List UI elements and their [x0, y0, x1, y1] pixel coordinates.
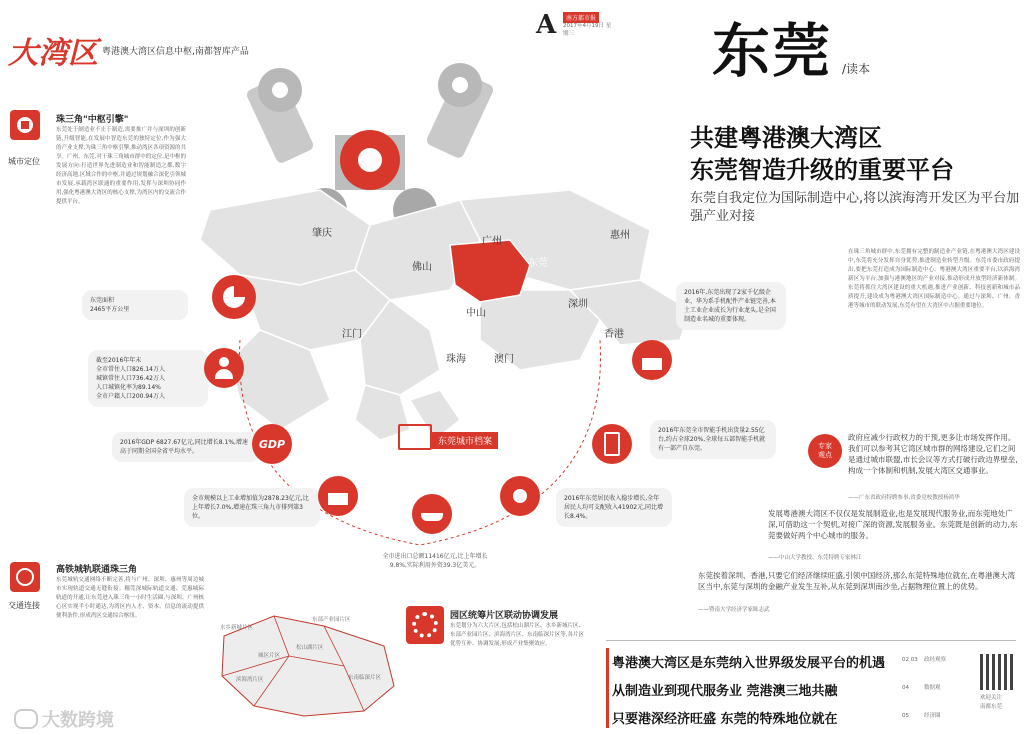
qr-caption-2: 南都东莞: [980, 704, 1003, 710]
archive-folder-icon: [398, 424, 432, 450]
city-position-body: 东莞处于制造业不止于制造,需要推广并与深圳的创新链,升级智能,在发展中智造东莞的独特定位,作为强大的产业支撑,为珠三角中枢引擎,推动湾区各项资源的共享。广州、东莞,对于珠三角城市群中的定位,是中枢的发展方向:打造世界先进制造业和智能制造之都,数字经济高地,区域合作的中枢,并通过规划融合深化引领城市发展,承载湾区联通的重要作用,发挥与深圳协同作用,强化粤港澳大湾区的核心支撑,为湾区内的交流合作提供平台。: [56, 127, 186, 205]
expert-quote-1-source: ——广东省政府特聘参事,省委党校教授杨鸿华: [848, 495, 960, 501]
expert-badge: [808, 434, 842, 468]
transport-badge: 交通连接: [8, 601, 40, 610]
paper-sub: 南方都市报: [563, 12, 599, 23]
index-item-3-section: 经济圈: [924, 713, 941, 719]
rail-icon: [10, 562, 40, 592]
dongguan-highlight: [450, 240, 530, 302]
district-map: [214, 596, 400, 720]
watermark-text: 大数跨境: [42, 710, 114, 731]
headline-1: 共建粤港澳大湾区: [690, 124, 882, 152]
paper-mark-letter: A: [536, 10, 557, 40]
district-label-3: 东南临深片区: [348, 675, 382, 681]
index-item-1-section: 政经观察: [924, 657, 947, 663]
ship-icon: [412, 494, 452, 534]
map-label-zhaoqing: 肇庆: [312, 228, 332, 239]
transport-body: 东莞城轨交通网络不断完善,将与广州、深圳、惠州等周边城市实现轨道交通无缝衔接。穗莞深城际轨道交通、莞惠城际轨道的开通,让东莞进入珠三角一小时生活圈,与深圳、广州核心区实现半小时通达,为湾区内人才、资本、信息的流动提供便利条件,形成湾区交通综合枢纽。: [56, 577, 204, 619]
subheadline: 东莞自我定位为国际制造中心,将以滨海湾开发区为平台加强产业对接: [690, 191, 1020, 224]
headline-2: 东莞智造升级的重要平台: [690, 156, 954, 184]
city-position-badge: 城市定位: [8, 157, 40, 166]
gdp-text: 2016年GDP 6827.67亿元,同比增长8.1%,增速高于同期全国全省平均水平。: [120, 439, 248, 455]
expert-quote-3: 东莞挨着深圳、香港,只要它们经济继续旺盛,引领中国经济,那么东莞特殊地位就在,在粤港澳大湾区当中,东莞与深圳的金融产业发生互补,从东莞到深圳南沙坐,占据物理位置上的优势。: [698, 571, 1016, 591]
map-label-zhuhai: 珠海: [446, 354, 466, 365]
section-title: 东莞: [712, 17, 833, 85]
expert-quote-3-source: ——暨南大学经济学家陈志武: [698, 607, 770, 613]
expert-quote-1: 政府应减少行政权力的干预,更多让市场发挥作用。我们可以参考其它湾区城市群的网络建设,它们之间是通过城市联盟,市长会议等方式打破行政边界壁垒,构成一个体制和机制,发展大湾区交通事业。: [848, 433, 1018, 475]
masthead-slogan: 粤港澳大湾区信息中枢,南都智库产品: [102, 47, 249, 57]
right-body-text: 在珠三角城市群中,东莞拥有完整的制造业产业链,在粤港澳大湾区建设中,东莞将充分发挥自身优势,推进制造业转型升级。东莞市委市政府提出,要把东莞打造成为国际制造中心、粤港澳大湾区重要平台,以滨海湾新区为平台,加强与港澳地区的产业对接,推动形成开放型经济新体制。东莞将抓住大湾区建设的重大机遇,推进产业创新、科技创新和城市品质提升,建设成为粤港澳大湾区国际制造中心。通过与深圳、广州、香港等城市的联动发展,东莞有望在大湾区中占据重要地位。: [848, 249, 1020, 309]
paper-mark: [536, 10, 556, 40]
phone-icon: [592, 424, 632, 464]
index-item-2-section: 数据观: [924, 685, 941, 691]
map-label-guangzhou: 广州: [482, 236, 502, 247]
index-item-1-pages: 02 03: [902, 657, 918, 663]
index-item-1-title: 粤港澳大湾区是东莞纳入世界级发展平台的机遇: [612, 656, 886, 671]
map-label-jiangmen: 江门: [342, 329, 362, 340]
park-body: 东莞划分为六大片区,包括松山湖片区、水乡新城片区、东部产业园片区、滨海湾片区、东南临深片区等,各片区优势互补、协调发展,形成产业集聚效应。: [450, 623, 584, 647]
archive-label: 东莞城市档案: [432, 432, 498, 449]
section-subtitle: /读本: [842, 62, 871, 76]
expert-badge-label: 专家观点: [818, 442, 832, 459]
index-item-2[interactable]: [612, 680, 982, 699]
index-item-2-pages: 04: [902, 685, 909, 691]
map-label-xianggang: 香港: [604, 329, 624, 340]
watermark-logo-icon: [14, 709, 38, 729]
city-position-title: 珠三角"中枢引擎": [56, 115, 129, 125]
park-title: 园区统筹片区联动协调发展: [450, 611, 559, 621]
population-text: 截至2016年年末 全市常住人口826.14万人 城镇常住人口736.42万人 人口城镇化率为89.14% 全市户籍人口200.94万人: [96, 357, 165, 400]
map-label-aomen: 澳门: [494, 354, 514, 365]
trade-text: 全市进出口总额11416亿元,比上年增长9.8%,实际利用外资39.3亿美元。: [382, 553, 488, 569]
transport-block: [8, 560, 204, 720]
index-item-2-title: 从制造业到现代服务业 莞港澳三地共融: [612, 684, 838, 699]
expert-quote-2: 发展粤港澳大湾区不仅仅是发展制造业,也是发展现代服务业,而东莞地处广深,可借助这一个契机,对接广深的资源,发展服务业。东莞既是创新的动力,东莞要做好两个中心城市的服务。: [768, 509, 1018, 540]
masthead-logo: 大湾区: [8, 36, 98, 71]
enterprise-text: 2016年,东莞出现了2家千亿级企业、华为系手机配件产业链完善,本土工业企业成长为行业龙头,是全国制造业名城的重要体现。: [684, 289, 776, 323]
map-label-huizhou: 惠州: [610, 230, 630, 241]
map-label-shenzhen: 深圳: [568, 299, 588, 310]
map-label-dongguan: 东莞: [528, 258, 548, 269]
district-label-4: 东部产业园片区: [312, 617, 351, 623]
park-block: [406, 606, 586, 716]
building-icon: [10, 110, 40, 140]
index-item-1[interactable]: [612, 652, 982, 671]
issue-date: 2017年4月19日 星期三: [563, 23, 612, 37]
expert-quote-2-source: ——中山大学教授、东莞特聘专家林江: [768, 555, 862, 561]
index-item-3[interactable]: [612, 708, 982, 727]
index-item-3-title: 只要港深经济旺盛 东莞的特殊地位就在: [612, 712, 838, 727]
index-item-3-pages: 05: [902, 713, 909, 719]
gdp-icon: [252, 424, 292, 464]
watermark: [14, 706, 114, 732]
area-callout: [82, 290, 188, 320]
district-label-2: 松山湖片区: [296, 645, 324, 651]
enterprise-callout: [676, 282, 786, 330]
city-position-block: [8, 108, 188, 248]
district-label-1: 水乡新城片区: [220, 625, 254, 631]
industry-text: 全市规模以上工业增加值为2878.23亿元,比上年增长7.0%,增速在珠三角九市排列第3位。: [192, 495, 309, 520]
qr-caption-1: 欢迎关注: [980, 695, 1003, 701]
phone-callout: [650, 420, 776, 459]
population-callout: [88, 350, 208, 407]
district-label-6: 城区片区: [258, 653, 281, 659]
factory-chimney-icon: [632, 340, 672, 380]
map-label-foshan: 佛山: [412, 262, 432, 273]
transport-title: 高铁城轨联通珠三角: [56, 565, 138, 575]
income-icon: [500, 476, 540, 516]
area-value: 2465平方公里: [90, 306, 130, 313]
phone-text: 2016年东莞全市智能手机出货量2.55亿台,约占全球20%,全球每五部智能手机就有一部产自东莞。: [658, 427, 766, 452]
gdp-callout: [112, 432, 260, 462]
income-text: 2016年东莞居民收入稳步增长,全年居民人均可支配收入41902元,同比增长8.4%。: [564, 495, 663, 520]
gdp-icon-label: GDP: [258, 437, 286, 451]
index-divider: [606, 640, 1016, 641]
person-icon: [204, 348, 244, 388]
map-label-zhongshan: 中山: [466, 308, 486, 319]
gear-icon: [406, 606, 444, 644]
district-label-5: 滨海湾片区: [236, 677, 264, 683]
factory-icon: [318, 476, 358, 516]
area-label: 东莞面积: [90, 297, 115, 304]
pie-icon: [212, 275, 256, 319]
qr-code[interactable]: [980, 654, 1016, 690]
index-marker: [606, 648, 609, 728]
income-callout: [556, 488, 672, 527]
industry-callout: [184, 488, 320, 527]
